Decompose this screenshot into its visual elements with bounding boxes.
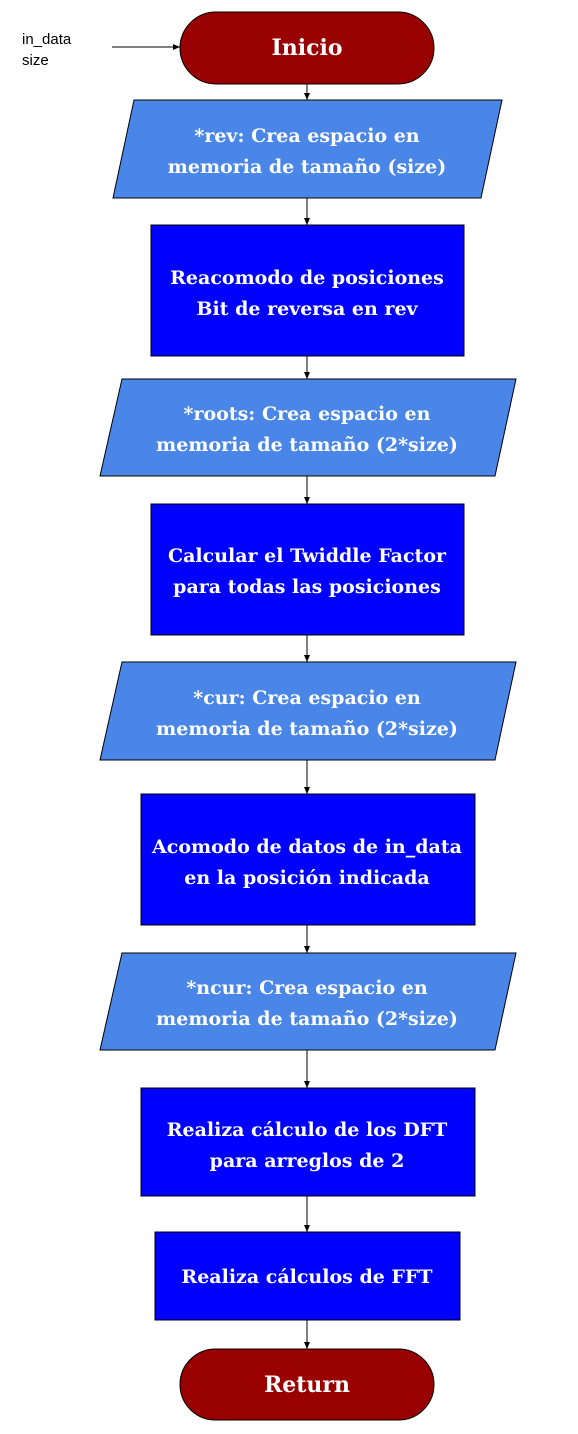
arrange-data-process-label-line-1: Acomodo de datos de in_data (152, 836, 462, 858)
input-label-size: size (22, 52, 49, 69)
bit-reverse-process (151, 225, 464, 356)
arrange-data-process-shape (141, 794, 475, 925)
alloc-cur-io-shape (100, 662, 516, 760)
bit-reverse-process-label-line-1: Reacomodo de posiciones (170, 267, 444, 289)
twiddle-process-label-line-2: para todas las posiciones (173, 576, 441, 598)
end-terminal (180, 1349, 434, 1420)
alloc-rev-io-shape (113, 100, 502, 198)
start-terminal-label: Inicio (271, 35, 343, 61)
alloc-cur-io-label-line-1: *cur: Crea espacio en (193, 687, 421, 709)
start-terminal (180, 12, 434, 84)
alloc-cur-io (100, 662, 516, 760)
alloc-roots-io-label-line-1: *roots: Crea espacio en (183, 403, 431, 425)
alloc-rev-io (113, 100, 502, 198)
alloc-ncur-io-shape (100, 953, 516, 1050)
alloc-roots-io-shape (100, 379, 516, 476)
dft-2-process-label-line-2: para arreglos de 2 (209, 1150, 405, 1172)
end-terminal-label: Return (263, 1372, 351, 1398)
arrange-data-process-label-line-2: en la posición indicada (184, 867, 430, 889)
twiddle-process (151, 504, 464, 635)
alloc-cur-io-label-line-2: memoria de tamaño (2*size) (156, 718, 458, 740)
twiddle-process-shape (151, 504, 464, 635)
alloc-rev-io-label-line-1: *rev: Crea espacio en (194, 125, 420, 147)
arrange-data-process (141, 794, 475, 925)
alloc-ncur-io-label-line-2: memoria de tamaño (2*size) (156, 1008, 458, 1030)
fft-process (155, 1232, 460, 1320)
alloc-ncur-io-label-line-1: *ncur: Crea espacio en (186, 977, 428, 999)
dft-2-process (141, 1088, 475, 1196)
alloc-roots-io-label-line-2: memoria de tamaño (2*size) (156, 434, 458, 456)
input-label-in-data: in_data (22, 31, 72, 48)
fft-process-label: Realiza cálculos de FFT (181, 1266, 433, 1288)
bit-reverse-process-shape (151, 225, 464, 356)
dft-2-process-label-line-1: Realiza cálculo de los DFT (166, 1119, 448, 1141)
dft-2-process-shape (141, 1088, 475, 1196)
bit-reverse-process-label-line-2: Bit de reversa en rev (196, 298, 418, 320)
alloc-ncur-io (100, 953, 516, 1050)
twiddle-process-label-line-1: Calcular el Twiddle Factor (167, 545, 447, 567)
alloc-roots-io (100, 379, 516, 476)
alloc-rev-io-label-line-2: memoria de tamaño (size) (167, 156, 447, 178)
